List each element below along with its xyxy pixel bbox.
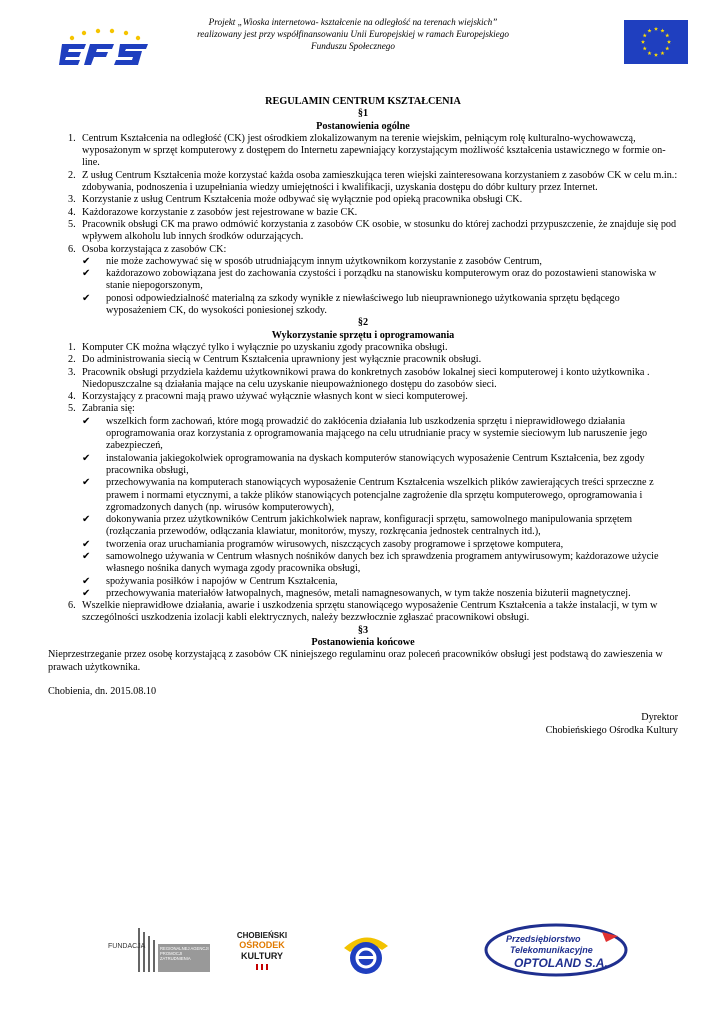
list-item — [48, 391, 678, 403]
optoland-line2: Telekomunikacyjne — [510, 945, 593, 955]
signature-role: Dyrektor — [641, 712, 678, 724]
signature-block — [48, 712, 678, 737]
checkmark-icon: ✔ — [82, 255, 91, 267]
optoland-line1: Przedsiębiorstwo — [506, 934, 581, 944]
optoland-logo — [484, 922, 630, 978]
sub-list-item — [82, 453, 678, 478]
sub-item-text: przechowywania na komputerach stanowiących wyposażenie Centrum Kształcenia wszelkich plików zawierających treści sprzeczne z prawem i normami etycznymi, a także plików stanowiących potencjalne zagrożenie dla sprzętu komputerowego, oprogramowania i zgromadzonych danych (np. wirusów komputerowych), — [106, 477, 654, 513]
cok-line2: OŚRODEK — [239, 940, 285, 950]
section-3-number: §3 — [357, 624, 369, 636]
checkmark-icon: ✔ — [82, 538, 91, 550]
item-number: 5. — [68, 218, 76, 230]
list-item — [48, 367, 678, 392]
list-item — [48, 194, 678, 206]
item-text: Pracownik obsługi CK ma prawo odmówić korzystania z zasobów CK osobie, w stosunku do której zachodzi przypuszczenie, że znajduje się pod wpływem alkoholu lub innych środków odurzających. — [82, 218, 677, 243]
section-1-list — [48, 133, 678, 317]
section-1-heading: Postanowienia ogólne — [316, 120, 410, 132]
list-item — [48, 244, 678, 318]
item-text: Zabrania się: — [82, 403, 135, 415]
checkmark-icon: ✔ — [82, 292, 91, 304]
checkmark-icon: ✔ — [82, 575, 91, 587]
sub-item-text: tworzenia oraz uruchamiania programów wirusowych, niszczących zasoby programowe i sprzętowe komputera, — [106, 538, 564, 550]
item-number: 1. — [68, 132, 76, 144]
cok-logo — [232, 922, 292, 978]
item-text: Komputer CK można włączyć tylko i wyłącznie po uzyskaniu zgody pracownika obsługi. — [82, 341, 448, 353]
sub-list-item — [82, 576, 678, 588]
signature-org: Chobieńskiego Ośrodka Kultury — [545, 724, 678, 736]
item-number: 6. — [68, 243, 76, 255]
sub-list-item — [82, 551, 678, 576]
header — [58, 14, 688, 70]
item-text: Osoba korzystająca z zasobów CK: — [82, 243, 227, 255]
footer-logos — [0, 918, 724, 988]
sub-list-item — [82, 539, 678, 551]
sub-item-text: ponosi odpowiedzialność materialną za szkody wynikłe z niewłaściwego lub nieuprawnionego użytkowania sprzętu będącego wyposażeniem CK, do wysokości poniesionej szkody. — [106, 292, 620, 317]
section-2-number: §2 — [357, 317, 369, 329]
checkmark-icon: ✔ — [82, 477, 91, 489]
document-title: REGULAMIN CENTRUM KSZTAŁCENIA — [265, 96, 461, 107]
fundacja-title: FUNDACJA — [108, 943, 146, 950]
final-provisions-text: Nieprzestrzeganie przez osobę korzystającą z zasobów CK niniejszego regulaminu oraz poleceń pracowników obsługi jest podstawą do zawieszenia w prawach użytkownika. — [48, 649, 663, 673]
list-item — [48, 403, 678, 600]
list-item — [48, 207, 678, 219]
item-number: 2. — [68, 169, 76, 181]
item-number: 3. — [68, 366, 76, 378]
cok-line1: CHOBIEŃSKI — [236, 931, 288, 940]
sub-list-item — [82, 514, 678, 539]
cok-line3: KULTURY — [241, 951, 283, 961]
list-item — [48, 170, 678, 195]
list-item — [48, 600, 678, 625]
item-text: Wszelkie nieprawidłowe działania, awarie i uszkodzenia sprzętu stanowiącego wyposażenie Centrum Kształcenia a także instalacji, w tym w szczególności uszkodzenia izolacji kabli elektrycznych, należy bezzwłocznie zgłaszać pracownikowi obsługi. — [82, 600, 658, 624]
item-number: 2. — [68, 354, 76, 366]
sub-item-text: nie może zachowywać się w sposób utrudniającym innym użytkownikom korzystanie z zasobów Centrum, — [106, 255, 542, 267]
sub-list-item — [82, 293, 678, 318]
checkmark-icon: ✔ — [82, 550, 91, 562]
sub-item-text: każdorazowo zobowiązana jest do zachowania czystości i porządku na stanowisku komputerowym oraz do pozostawieni stanowiska w stanie niepogorszonym, — [106, 268, 657, 292]
sub-item-text: wszelkich form zachowań, które mogą prowadzić do zakłócenia działania lub uszkodzenia sprzętu i nieprawidłowego działania oprogramowania oraz korzystania z oprogramowania mającego na celu utrudnianie pracy w systemie sieciowym lub naruszenie jego zabezpieczeń, — [106, 415, 648, 452]
item-text: Pracownik obsługi przydziela każdemu użytkownikowi prawa do konkretnych zasobów lokalnej sieci komputerowej i konto użytkownika . Niedopuszczalne są działania mające na celu uzyskanie nieupoważnionego dostępu do zasobów sieci. — [82, 366, 650, 390]
item-number: 1. — [68, 341, 76, 353]
item-text: Do administrowania siecią w Centrum Kształcenia uprawniony jest wyłącznie pracownik obsługi. — [82, 354, 482, 366]
sub-list — [82, 416, 678, 600]
item-number: 4. — [68, 206, 76, 218]
checkmark-icon: ✔ — [82, 268, 91, 280]
item-text: Korzystanie z usług Centrum Kształcenia może odbywać się wyłącznie pod opieką pracownika obsługi CK. — [82, 194, 523, 206]
sub-item-text: spożywania posiłków i napojów w Centrum Kształcenia, — [106, 575, 338, 587]
regulation-body — [48, 96, 678, 737]
checkmark-icon: ✔ — [82, 514, 91, 526]
eu-flag-icon — [624, 20, 688, 64]
list-item — [48, 219, 678, 244]
checkmark-icon: ✔ — [82, 415, 91, 427]
item-text: Centrum Kształcenia na odległość (CK) jest ośrodkiem zlokalizowanym na terenie wiejskim, pełniącym rolę kulturalno-wychowawczą, wyposażonym w sprzęt komputerowy z dostępem do Internetu zapewniający korzystającym możliwość kształcenia ustawicznego w formie on-line. — [82, 132, 666, 169]
sub-list-item — [82, 256, 678, 268]
item-text: Korzystający z pracowni mają prawo używać wyłącznie własnych kont w sieci komputerowej. — [82, 391, 468, 403]
date-place: Chobienia, dn. 2015.08.10 — [48, 685, 157, 697]
section-1-number: §1 — [357, 108, 369, 120]
sub-item-text: przechowywania materiałów łatwopalnych, magnesów, metali namagnesowanych, w tym także noszenia biżuterii magnetycznej. — [106, 587, 631, 599]
fundacja-subtitle: REGIONALNEJ AGENCJI PROMOCJI ZATRUDNIENIA — [160, 946, 209, 961]
fundacja-logo — [108, 928, 212, 974]
sub-list-item — [82, 416, 678, 453]
sub-item-text: dokonywania przez użytkowników Centrum jakichkolwiek napraw, konfiguracji sprzętu, samowolnego manipulowania sprzętem (rozłączania przewodów, odłączania klawiatur, monitorów, myszy, rozkręcania jednostek centralnych itd.), — [106, 514, 633, 538]
sub-list-item — [82, 268, 678, 293]
project-header-text: Projekt „Wioska internetowa- kształcenie na odległość na terenach wiejskich” realizowany jest przy współfinansowaniu Unii Europejskiej w ramach Europejskiego Funduszu Społecznego — [197, 17, 509, 51]
checkmark-icon: ✔ — [82, 452, 91, 464]
sub-item-text: samowolnego używania w Centrum własnych nośników danych bez ich sprawdzenia programem antywirusowym; każdorazowe użycie własnego nośnika danych wymaga zgody pracownika obsługi, — [106, 550, 659, 575]
item-number: 3. — [68, 194, 76, 206]
list-item — [48, 342, 678, 354]
optoland-line3: OPTOLAND S.A. — [514, 956, 608, 970]
section-2-heading: Wykorzystanie sprzętu i oprogramowania — [271, 329, 455, 341]
section-2-list — [48, 342, 678, 625]
item-number: 5. — [68, 403, 76, 415]
section-3-heading: Postanowienia końcowe — [311, 637, 415, 649]
efs-logo — [58, 28, 154, 70]
sub-list — [82, 256, 678, 317]
sub-list-item — [82, 477, 678, 514]
item-text: Każdorazowe korzystanie z zasobów jest rejestrowane w bazie CK. — [82, 206, 358, 218]
sub-list-item — [82, 588, 678, 600]
checkmark-icon: ✔ — [82, 587, 91, 599]
item-text: Z usług Centrum Kształcenia może korzystać każda osoba zamieszkująca teren wiejski zainteresowana korzystaniem z zasobów CK w celu m.in.: zdobywania, podnoszenia i uzupełniania wiedzy umiejętności i kwalifikacji, uzyskania dostępu do dóbr kultury przez Internet. — [82, 169, 678, 194]
list-item — [48, 133, 678, 170]
e-learning-logo — [336, 924, 396, 980]
item-number: 6. — [68, 600, 76, 612]
sub-item-text: instalowania jakiegokolwiek oprogramowania na dyskach komputerów stanowiących wyposażenie Centrum Kształcenia, bez zgody pracownika obsługi, — [106, 452, 645, 476]
list-item — [48, 354, 678, 366]
item-number: 4. — [68, 391, 76, 403]
